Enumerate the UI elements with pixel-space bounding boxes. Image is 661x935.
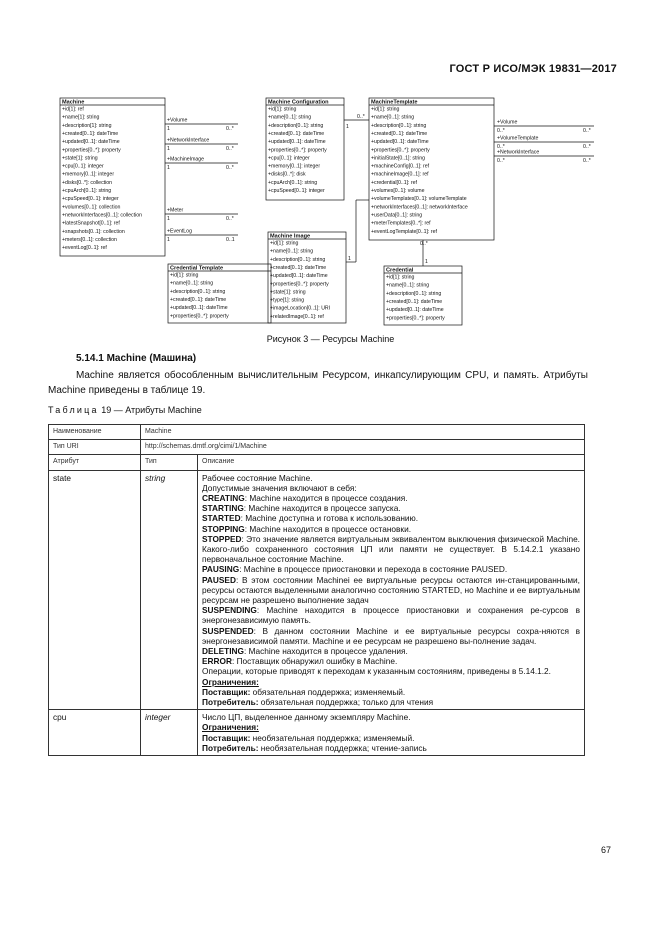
provider-line [202,687,580,697]
uml-attribute: +description[1]: string [62,122,112,129]
consumer-key: Потребитель: [202,697,259,708]
uml-diagram [0,0,661,335]
uml-attribute: +created[0..1]: dateTime [270,264,327,271]
uml-attribute: +networkInterfaces[0..1]: collection [62,212,143,219]
consumer-line [202,697,580,707]
mult-label: 1 [348,256,351,262]
assoc-label-voltmpl: +VolumeTemplate [497,135,539,142]
state-key: STARTED [202,513,241,524]
mult-label: 1 [425,259,428,265]
uml-attribute: +id[1]: string [270,240,299,247]
state-text: : Machine доступна и готова к использованию. [240,513,419,524]
uml-attribute: +memory[0..1]: integer [62,171,115,178]
attribute-name: state [49,470,141,710]
table-caption [48,405,202,415]
desc-line: Число ЦП, выделенное данному экземпляру Machine. [202,712,411,723]
uml-attribute: +name[0..1]: string [170,280,214,287]
attribute-type: string [141,470,198,710]
uml-attribute: +updated[0..1]: dateTime [371,139,429,146]
mult-label: 1 [167,165,170,171]
provider-text: необязательная поддержка; изменяемый. [250,732,415,743]
provider-key: Поставщик: [202,686,251,697]
uml-attribute: +eventLog[0..1]: ref [62,245,107,252]
assoc-label-volume: +Volume [167,117,188,124]
document-header: ГОСТ Р ИСО/МЭК 19831—2017 [449,63,617,75]
state-text: : В данном состоянии Machine и ее виртуальные ресурсы сохра-няются в энергонезависимой памяти. Machine и ее ресурсам не разрешено вы-полнение задач. [202,625,580,646]
uml-attribute: +credential[0..1]: ref [371,179,417,186]
uml-attribute: +name[1]: string [62,114,100,121]
assoc-label-netif: +NetworkInterface [497,149,540,156]
state-text: : Machine в процессе приостановки и перехода в состояние PAUSED. [239,564,508,575]
uml-attribute: +created[0..1]: dateTime [371,130,428,137]
table-header-row [49,455,585,470]
uml-attribute: +meterTemplates[0..*]: ref [371,220,431,227]
uml-attribute: +description[0..1]: string [170,288,226,295]
desc-line: Допустимые значения включают в себя: [202,482,357,493]
uml-attribute: +id[1]: string [386,274,415,281]
uml-attribute: +relatedImage[0..1]: ref [270,313,324,320]
consumer-key: Потребитель: [202,742,259,753]
table-caption-text: 19 — Атрибуты Machine [98,405,202,415]
state-key: STOPPED [202,533,242,544]
uml-attribute: +cpu[0..1]: integer [62,163,104,170]
state-value [202,626,580,646]
table-row [49,425,585,440]
table-caption-prefix: Таблица [48,405,99,415]
uml-attribute: +meters[0..1]: collection [62,236,117,243]
uml-attribute: +memory[0..1]: integer [268,163,321,170]
mult-label: 0..* [583,144,591,150]
credential-template-class-title: Credential Template [170,265,224,272]
state-value [202,564,580,574]
uml-attribute: +properties[0..*]: property [371,147,430,154]
uml-attribute: +id[1]: ref [62,106,84,113]
mult-label: 0..* [497,158,505,164]
mult-label: 1 [167,237,170,243]
uml-attribute: +properties[0..*]: property [62,147,121,154]
state-value [202,503,580,513]
assoc-label-eventlog: +EventLog [167,228,192,235]
state-key: PAUSING [202,564,240,575]
state-key: STOPPING [202,523,245,534]
attributes-table [48,424,585,756]
machine-config-class-title: Machine Configuration [268,99,329,106]
state-text: : Это значение является виртуальным эквивалентом выключения физической Machine. Какого-либо сохраненного состояния ЦП или памяти не существует. В 5.14.2.1 указано первоначальное состояние Machine. [202,533,580,565]
uml-attribute: +volumes[0..1]: collection [62,204,121,211]
state-key: PAUSED [202,574,236,585]
mult-label: 0..* [420,241,428,247]
uml-attribute: +properties[0..*]: property [268,147,327,154]
uml-attribute: +name[0..1]: string [270,248,314,255]
state-text: : В этом состоянии Machinei ее виртуальные ресурсы остаются ин-станцированными, ресурсы остаются выделенными аналогично состоянию STARTED, но Machine и ее виртуальным ресурсам не разрешено выполнение задач [202,574,580,606]
uml-attribute: +created[0..1]: dateTime [268,130,325,137]
state-text: : Machine находится в процессе остановки. [244,523,412,534]
state-key: DELETING [202,646,244,657]
state-value [202,575,580,606]
constraints-heading: Ограничения: [202,722,259,733]
uml-attribute: +updated[0..1]: dateTime [268,139,326,146]
state-value [202,646,580,656]
uml-attribute: +id[1]: string [371,106,400,113]
state-value [202,493,580,503]
state-text: : Поставщик обнаружил ошибку в Machine. [231,656,398,667]
uml-attribute: +created[0..1]: dateTime [386,298,443,305]
figure-caption: Рисунок 3 — Ресурсы Machine [266,334,395,344]
uml-attribute: +cpuArch[0..1]: string [62,188,112,194]
uml-attribute: +description[0..1]: string [371,122,427,129]
assoc-label-meter: +Meter [167,207,184,214]
uml-attribute: +disks[0..*]: collection [62,179,113,186]
column-header: Тип [141,455,198,470]
uml-attribute: +networkInterfaces[0..1]: networkInterface [371,204,468,211]
uml-attribute: +volumeTemplates[0..1]: volumeTemplate [371,196,467,203]
consumer-text: обязательная поддержка; только для чтения [258,697,434,708]
state-key: SUSPENDING [202,605,257,616]
table-cell: Machine [141,425,585,440]
assoc-label-volume: +Volume [497,119,518,126]
state-value [202,534,580,565]
uml-attribute: +description[0..1]: string [386,290,442,297]
state-key: SUSPENDED [202,625,254,636]
uml-attribute: +description[0..1]: string [268,122,324,129]
credential-class-title: Credential [386,267,414,274]
mult-label: 0..* [226,126,234,132]
table-cell: Тип URI [49,440,141,455]
table-cell: http://schemas.dmtf.org/cimi/1/Machine [141,440,585,455]
uml-attribute: +name[0..1]: string [371,114,415,121]
attribute-type: integer [141,710,198,756]
uml-attribute: +updated[0..1]: dateTime [270,273,328,280]
uml-attribute: +properties[0..*]: property [386,315,445,322]
mult-label: 0..* [226,165,234,171]
attribute-description [198,710,585,756]
body-paragraph: Machine является обособленным вычислительным Ресурсом, инкапсулирующим CPU, и память. Атрибуты Machine приведены в таблице 19. [48,370,588,396]
uml-attribute: +snapshots[0..1]: collection [62,228,125,235]
uml-attribute: +cpuSpeed[0..1]: integer [62,196,119,203]
machine-class-title: Machine [62,99,85,106]
mult-label: 0..* [583,158,591,164]
uml-attribute: +id[1]: string [170,272,199,279]
uml-attribute: +updated[0..1]: dateTime [386,307,444,314]
mult-label: 0..* [497,144,505,150]
machine-image-class-title: Machine Image [270,233,311,240]
uml-attribute: +latestSnapshot[0..1]: ref [62,220,120,227]
uml-attribute: +cpuSpeed[0..1]: integer [268,188,325,194]
consumer-text: необязательная поддержка; чтение-запись [258,742,427,753]
mult-label: 0..* [357,114,365,120]
uml-attribute: +created[0..1]: dateTime [62,130,119,137]
uml-attribute: +id[1]: string [268,106,297,113]
mult-label: 0..* [226,146,234,152]
uml-attribute: +initialState[0..1]: string [371,155,426,162]
uml-attribute: +properties[0..*]: property [270,281,329,288]
state-text: : Machine находится в процессе приостановки и сохранения ре-сурсов в энергонезависимую память. [202,605,580,626]
uml-attribute: +volumes[0..1]: volume [371,188,425,194]
uml-attribute: +updated[0..1]: dateTime [170,305,228,312]
provider-line [202,733,580,743]
uml-attribute: +updated[0..1]: dateTime [62,139,120,146]
attribute-name: cpu [49,710,141,756]
table-row [49,470,585,710]
provider-key: Поставщик: [202,732,251,743]
assoc-label-mimage: +MachineImage [167,156,205,163]
constraints-heading: Ограничения: [202,676,259,687]
state-key: STARTING [202,503,244,514]
section-heading: 5.14.1 Machine (Машина) [76,353,197,364]
uml-attribute: +imageLocation[0..1]: URI [270,305,331,312]
column-header: Атрибут [49,455,141,470]
consumer-line [202,743,580,753]
desc-line: Операции, которые приводят к переходам к указанным состояниям, приведены в 5.14.1.2. [202,666,551,677]
table-row [49,710,585,756]
uml-attribute: +machineImage[0..1]: ref [371,171,429,178]
state-text: : Machine находится в процессе запуска. [243,503,401,514]
mult-label: 1 [167,126,170,132]
state-text: : Machine находится в процессе удаления. [243,646,408,657]
mult-label: 0..* [583,128,591,134]
page-number: 67 [600,845,611,855]
uml-attribute: +name[0..1]: string [268,114,312,121]
state-value [202,605,580,625]
machine-template-class-title: MachineTemplate [371,99,418,106]
attribute-description [198,470,585,710]
state-key: ERROR [202,656,232,667]
uml-attribute: +disks[0..*]: disk [268,171,306,178]
provider-text: обязательная поддержка; изменяемый. [250,686,406,697]
uml-attribute: +state[1]: string [62,155,98,162]
uml-attribute: +description[0..1]: string [270,256,326,263]
mult-label: 0..1 [226,237,235,243]
uml-attribute: +cpuArch[0..1]: string [268,179,318,186]
table-cell: Наименование [49,425,141,440]
desc-line: Рабочее состояние Machine. [202,472,313,483]
uml-attribute: +type[1]: string [270,297,305,304]
mult-label: 0..* [226,216,234,222]
column-header: Описание [198,455,585,470]
mult-label: 1 [167,146,170,152]
uml-attribute: +machineConfig[0..1]: ref [371,163,430,170]
state-key: CREATING [202,493,245,504]
mult-label: 1 [167,216,170,222]
state-text: : Machine находится в процессе создания. [244,493,408,504]
uml-attribute: +eventLogTemplate[0..1]: ref [371,228,437,235]
uml-attribute: +state[1]: string [270,289,306,296]
uml-attribute: +userData[0..1]: string [371,212,423,219]
state-value [202,656,580,666]
uml-attribute: +properties[0..*]: property [170,313,229,320]
assoc-label-netif: +NetworkInterface [167,137,210,144]
state-value [202,524,580,534]
state-value [202,513,580,523]
uml-attribute: +created[0..1]: dateTime [170,296,227,303]
uml-attribute: +cpu[0..1]: integer [268,155,310,162]
table-row [49,440,585,455]
mult-label: 0..* [497,128,505,134]
mult-label: 1 [346,124,349,130]
uml-attribute: +name[0..1]: string [386,282,430,289]
